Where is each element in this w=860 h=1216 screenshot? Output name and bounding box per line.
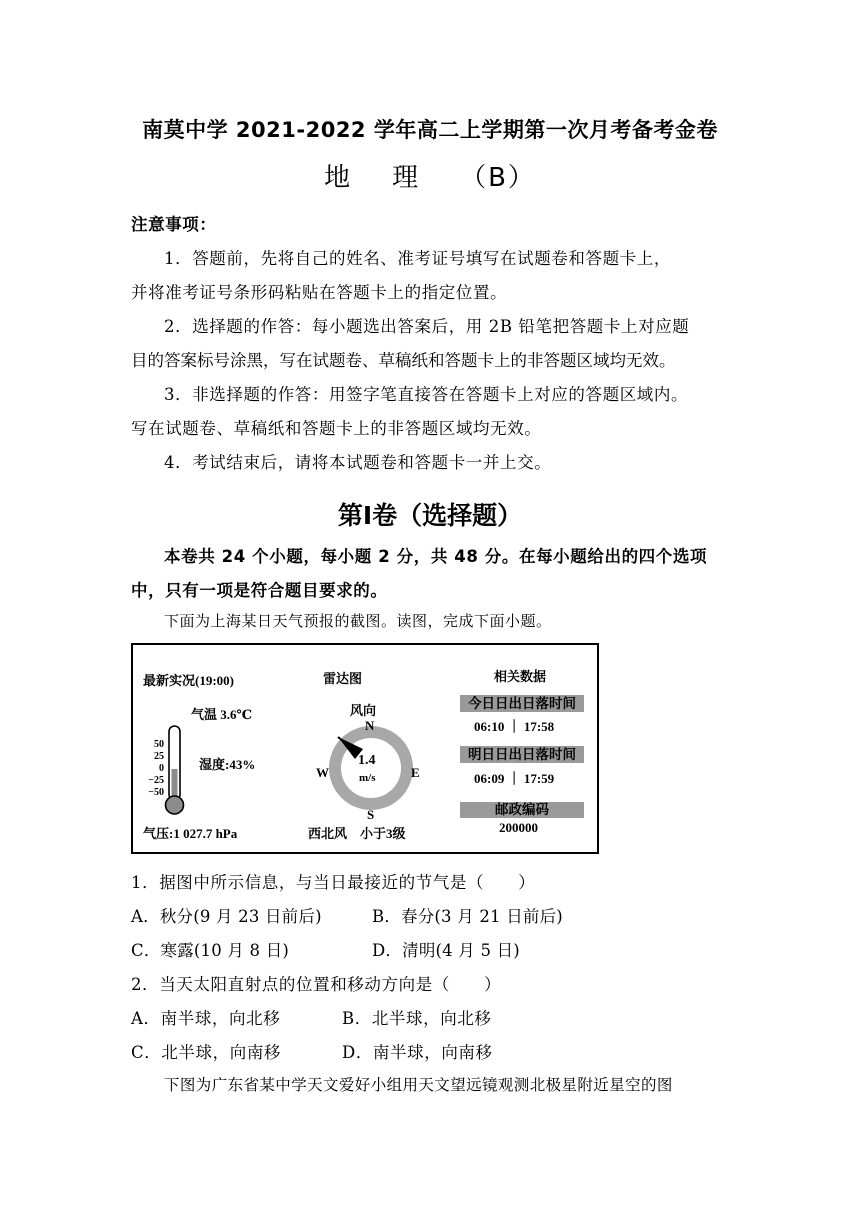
question-1-option-c: C．寒露(10 月 8 日) (131, 941, 290, 960)
notice-item-1-line-1: 1．答题前，先将自己的姓名、准考证号填写在试题卷和答题卡上， (164, 249, 671, 268)
today-sun-times: 06:10 ｜ 17:58 (474, 719, 555, 734)
subject-char-1: 地 (324, 163, 353, 193)
compass-north: N (365, 718, 375, 733)
postal-code: 200000 (499, 820, 538, 835)
question-1-option-d: D．清明(4 月 5 日) (372, 941, 520, 960)
figure-lead: 下面为上海某日天气预报的截图。读图，完成下面小题。 (164, 612, 552, 630)
thermometer-icon (166, 726, 184, 814)
notice-item-3-line-2: 写在试题卷、草稿纸和答题卡上的非答题区域均无效。 (131, 419, 542, 438)
question-2: 2．当天太阳直射点的位置和移动方向是（ ） (131, 975, 502, 994)
question-2-option-d: D．南半球，向南移 (342, 1043, 493, 1062)
notice-item-4: 4．考试结束后，请将本试题卷和答题卡一并上交。 (164, 453, 552, 472)
notice-item-1-line-2: 并将准考证号条形码粘贴在答题卡上的指定位置。 (131, 283, 508, 302)
weather-screenshot (131, 643, 599, 854)
pressure: 气压:1 027.7 hPa (143, 826, 238, 841)
exam-title: 南莫中学 2021-2022 学年高二上学期第一次月考备考金卷 (142, 118, 718, 142)
question-2-option-c: C．北半球，向南移 (131, 1043, 282, 1062)
scale-minus-25: −25 (148, 775, 164, 786)
tomorrow-sun-label: 明日日出日落时间 (460, 746, 584, 763)
compass-south: S (367, 807, 375, 822)
notice-heading: 注意事项： (131, 215, 217, 234)
wind-speed-unit: m/s (359, 772, 376, 784)
question-1-option-a: A．秋分(9 月 23 日前后) (131, 907, 322, 926)
scale-0: 0 (159, 763, 164, 774)
radar-label: 雷达图 (323, 671, 363, 686)
section-title: 第Ⅰ卷（选择题） (337, 501, 523, 530)
scale-50: 50 (154, 739, 164, 750)
question-2-option-b: B．北半球，向北移 (342, 1009, 492, 1028)
subject-char-2: 理 (392, 163, 421, 193)
section-intro-line-2: 中，只有一项是符合题目要求的。 (131, 581, 388, 600)
today-sun-label: 今日日出日落时间 (460, 695, 584, 712)
compass-west: W (316, 765, 329, 780)
temperature: 气温 3.6℃ (191, 707, 253, 722)
related-data-label: 相关数据 (494, 669, 547, 684)
subject-title (0, 157, 860, 194)
notice-item-2-line-2: 目的答案标号涂黑，写在试题卷、草稿纸和答题卡上的非答题区域均无效。 (131, 351, 676, 370)
scale-minus-50: −50 (148, 787, 164, 798)
notice-item-3-line-1: 3．非选择题的作答：用签字笔直接答在答题卡上对应的答题区域内。 (164, 385, 689, 404)
question-1-option-b: B．春分(3 月 21 日前后) (372, 907, 563, 926)
question-1: 1．据图中所示信息，与当日最接近的节气是（ ） (131, 873, 536, 892)
latest-observation: 最新实况(19:00) (143, 673, 234, 688)
wind-direction-label: 风向 (350, 703, 377, 718)
scale-25: 25 (154, 751, 164, 762)
wind-description: 西北风 小于3级 (308, 826, 406, 841)
question-2-option-a: A．南半球，向北移 (131, 1009, 281, 1028)
tomorrow-sun-times: 06:09 ｜ 17:59 (474, 771, 555, 786)
next-figure-lead: 下图为广东省某中学天文爱好小组用天文望远镜观测北极星附近星空的图 (164, 1076, 673, 1094)
compass-east: E (411, 765, 420, 780)
postal-code-label: 邮政编码 (460, 802, 584, 818)
wind-speed: 1.4 (358, 753, 376, 768)
humidity: 湿度:43% (199, 757, 256, 772)
notice-item-2-line-1: 2．选择题的作答：每小题选出答案后，用 2B 铅笔把答题卡上对应题 (164, 317, 690, 336)
subject-version: （B） (460, 163, 536, 193)
section-intro-line-1: 本卷共 24 个小题，每小题 2 分，共 48 分。在每小题给出的四个选项 (164, 547, 708, 566)
